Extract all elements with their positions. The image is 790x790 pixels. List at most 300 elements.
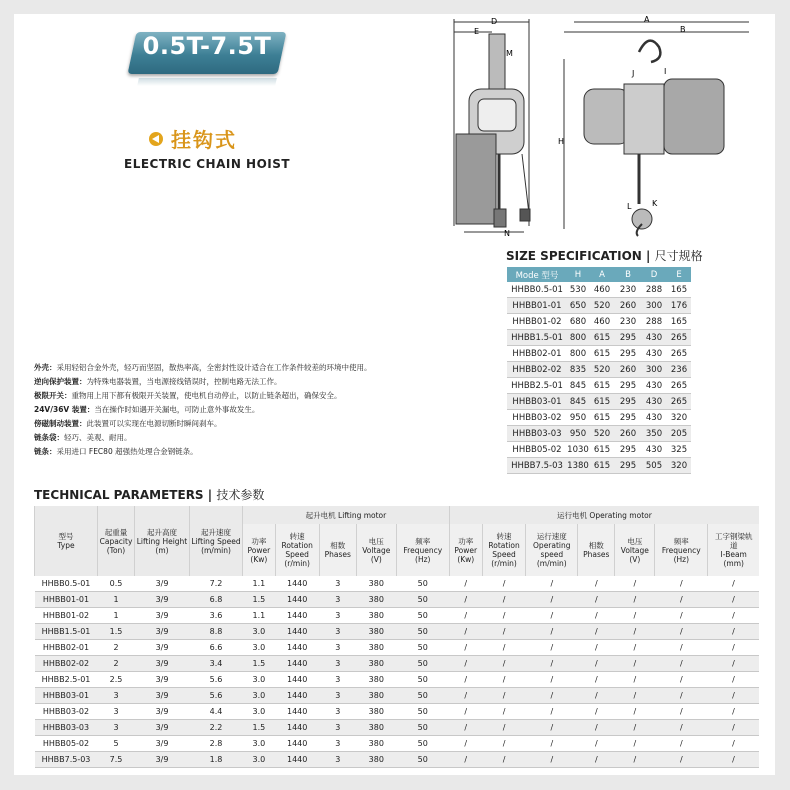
tech-value-cell: 380 <box>356 640 396 656</box>
table-row <box>35 640 760 656</box>
tech-value-cell: 3/9 <box>135 624 190 640</box>
tech-value-cell: 3.0 <box>243 752 276 768</box>
tech-value-cell: / <box>482 736 526 752</box>
tech-value-cell: / <box>615 704 655 720</box>
tech-value-cell: 3 <box>98 720 135 736</box>
size-spec-table <box>507 267 691 474</box>
tech-value-cell: / <box>655 576 708 592</box>
tech-value-cell: 1 <box>98 592 135 608</box>
size-value-cell: 800 <box>567 346 589 362</box>
table-row <box>507 458 691 474</box>
size-value-cell: 295 <box>615 442 641 458</box>
tech-value-cell: / <box>526 720 578 736</box>
table-row <box>507 346 691 362</box>
tech-value-cell: 3.4 <box>190 656 243 672</box>
feature-text: 采用轻铝合金外壳，轻巧而坚固，散热率高，全密封性设计适合在工作条件较差的环境中使用。 <box>56 363 372 372</box>
tech-value-cell: / <box>655 720 708 736</box>
tech-model-cell: HHBB0.5-01 <box>35 576 98 592</box>
tech-value-cell: 1440 <box>275 576 319 592</box>
product-type <box>149 124 237 153</box>
tech-value-cell: / <box>615 576 655 592</box>
tech-value-cell: 2 <box>98 640 135 656</box>
tech-col-operating: 相数 Phases <box>578 524 615 576</box>
tech-value-cell: 3/9 <box>135 704 190 720</box>
tech-value-cell: / <box>526 608 578 624</box>
size-value-cell: 295 <box>615 378 641 394</box>
tech-value-cell: 1440 <box>275 592 319 608</box>
tech-value-cell: 3 <box>319 736 356 752</box>
tech-value-cell: 1440 <box>275 656 319 672</box>
dim-label-b: B <box>680 25 686 34</box>
size-value-cell: 615 <box>589 330 615 346</box>
size-value-cell: 430 <box>641 394 667 410</box>
tech-col-type: 型号 Type <box>35 506 98 576</box>
size-value-cell: 615 <box>589 394 615 410</box>
tech-value-cell: 380 <box>356 592 396 608</box>
tech-value-cell: / <box>482 688 526 704</box>
table-row <box>507 426 691 442</box>
tech-value-cell: / <box>708 608 759 624</box>
size-value-cell: 1030 <box>567 442 589 458</box>
tech-value-cell: / <box>615 656 655 672</box>
tech-value-cell: / <box>526 688 578 704</box>
tech-value-cell: / <box>655 672 708 688</box>
table-row <box>35 672 760 688</box>
tech-value-cell: / <box>578 576 615 592</box>
size-value-cell: 295 <box>615 410 641 426</box>
tech-value-cell: / <box>526 624 578 640</box>
tech-value-cell: / <box>578 752 615 768</box>
size-col-a: A <box>589 267 615 282</box>
tech-col-operating: 转速 Rotation Speed (r/min) <box>482 524 526 576</box>
size-model-cell: HHBB7.5-03 <box>507 458 567 474</box>
feature-label: 24V/36V 装置： <box>34 405 95 414</box>
feature-line <box>34 403 474 417</box>
tech-value-cell: 1.5 <box>98 624 135 640</box>
feature-label: 极限开关： <box>34 391 72 400</box>
tech-value-cell: / <box>449 672 482 688</box>
size-value-cell: 350 <box>641 426 667 442</box>
size-value-cell: 295 <box>615 458 641 474</box>
tech-col-lifting: 频率 Frequency (Hz) <box>396 524 449 576</box>
size-value-cell: 320 <box>667 410 691 426</box>
tech-value-cell: 5.6 <box>190 672 243 688</box>
tech-value-cell: / <box>449 640 482 656</box>
size-model-cell: HHBB01-01 <box>507 298 567 314</box>
size-value-cell: 288 <box>641 314 667 330</box>
size-value-cell: 260 <box>615 362 641 378</box>
tech-model-cell: HHBB03-02 <box>35 704 98 720</box>
tech-col-lifting: 相数 Phases <box>319 524 356 576</box>
size-value-cell: 295 <box>615 346 641 362</box>
tech-value-cell: 1440 <box>275 704 319 720</box>
tech-col-operating: 电压 Voltage (V) <box>615 524 655 576</box>
tech-value-cell: 50 <box>396 720 449 736</box>
tech-value-cell: 2.2 <box>190 720 243 736</box>
tech-value-cell: / <box>482 640 526 656</box>
tech-value-cell: / <box>526 752 578 768</box>
tech-value-cell: 380 <box>356 576 396 592</box>
table-row <box>507 410 691 426</box>
catalog-page <box>14 14 775 775</box>
tech-value-cell: 50 <box>396 624 449 640</box>
tech-value-cell: 50 <box>396 608 449 624</box>
tech-value-cell: 3.0 <box>243 736 276 752</box>
tech-value-cell: / <box>482 720 526 736</box>
tech-value-cell: / <box>449 592 482 608</box>
size-value-cell: 430 <box>641 410 667 426</box>
tech-value-cell: / <box>655 656 708 672</box>
tech-value-cell: / <box>482 624 526 640</box>
tech-value-cell: 50 <box>396 752 449 768</box>
table-row <box>35 656 760 672</box>
dim-label-l: L <box>627 202 632 211</box>
table-row <box>35 736 760 752</box>
tech-col-lifting: 功率 Power (Kw) <box>243 524 276 576</box>
size-value-cell: 236 <box>667 362 691 378</box>
tech-value-cell: 3.0 <box>243 640 276 656</box>
tech-value-cell: / <box>615 752 655 768</box>
tech-value-cell: / <box>708 688 759 704</box>
size-value-cell: 230 <box>615 282 641 298</box>
tech-value-cell: 1440 <box>275 688 319 704</box>
size-value-cell: 300 <box>641 298 667 314</box>
tech-col-operating: 运行速度 Operating speed (m/min) <box>526 524 578 576</box>
tech-value-cell: / <box>708 592 759 608</box>
size-value-cell: 800 <box>567 330 589 346</box>
tech-value-cell: 1440 <box>275 672 319 688</box>
tech-value-cell: 380 <box>356 688 396 704</box>
size-model-cell: HHBB1.5-01 <box>507 330 567 346</box>
feature-label: 逆向保护装置： <box>34 377 87 386</box>
tech-value-cell: / <box>449 624 482 640</box>
tech-value-cell: / <box>578 720 615 736</box>
feature-line <box>34 361 474 375</box>
tech-value-cell: 6.6 <box>190 640 243 656</box>
tech-value-cell: / <box>526 704 578 720</box>
size-value-cell: 615 <box>589 378 615 394</box>
table-row <box>35 608 760 624</box>
tech-value-cell: 3 <box>319 624 356 640</box>
size-value-cell: 165 <box>667 314 691 330</box>
table-row <box>35 752 760 768</box>
tech-model-cell: HHBB01-01 <box>35 592 98 608</box>
size-value-cell: 460 <box>589 282 615 298</box>
tech-value-cell: 0.5 <box>98 576 135 592</box>
tech-col-capacity: 起重量 Capacity (Ton) <box>98 506 135 576</box>
feature-label: 链条袋： <box>34 433 64 442</box>
tech-value-cell: 3/9 <box>135 592 190 608</box>
tech-value-cell: 1440 <box>275 736 319 752</box>
table-row <box>35 720 760 736</box>
feature-line <box>34 389 474 403</box>
size-value-cell: 430 <box>641 330 667 346</box>
tech-value-cell: 50 <box>396 592 449 608</box>
size-value-cell: 265 <box>667 394 691 410</box>
table-row <box>35 688 760 704</box>
tech-value-cell: / <box>578 736 615 752</box>
table-row <box>35 576 760 592</box>
size-col-h: H <box>567 267 589 282</box>
tech-value-cell: 3/9 <box>135 688 190 704</box>
tech-value-cell: 3 <box>319 720 356 736</box>
tech-value-cell: 3 <box>319 608 356 624</box>
tech-value-cell: / <box>526 672 578 688</box>
tech-value-cell: / <box>526 736 578 752</box>
size-value-cell: 1380 <box>567 458 589 474</box>
tech-value-cell: 50 <box>396 672 449 688</box>
feature-line <box>34 445 474 459</box>
feature-description <box>34 361 474 459</box>
tech-value-cell: 1.1 <box>243 576 276 592</box>
size-value-cell: 320 <box>667 458 691 474</box>
tech-value-cell: 50 <box>396 688 449 704</box>
tech-value-cell: 3/9 <box>135 656 190 672</box>
tech-value-cell: / <box>578 592 615 608</box>
tech-value-cell: / <box>482 704 526 720</box>
feature-label: 傍磁制动装置： <box>34 419 87 428</box>
tech-value-cell: / <box>578 672 615 688</box>
table-row <box>507 298 691 314</box>
feature-text: 为特殊电器装置，当电源接线错误时，控制电路无法工作。 <box>86 377 282 386</box>
size-value-cell: 265 <box>667 330 691 346</box>
tech-value-cell: 4.4 <box>190 704 243 720</box>
feature-line <box>34 431 474 445</box>
tech-model-cell: HHBB03-01 <box>35 688 98 704</box>
tech-value-cell: 50 <box>396 640 449 656</box>
table-row <box>507 314 691 330</box>
dim-label-k: K <box>652 199 658 208</box>
size-model-cell: HHBB03-02 <box>507 410 567 426</box>
tech-value-cell: 3.0 <box>243 704 276 720</box>
tech-value-cell: 1440 <box>275 752 319 768</box>
tech-value-cell: / <box>655 608 708 624</box>
size-col-mode: Mode 型号 <box>507 267 567 282</box>
tech-value-cell: 1440 <box>275 720 319 736</box>
tech-title: TECHNICAL PARAMETERS | 技术参数 <box>34 488 265 502</box>
tech-value-cell: / <box>449 720 482 736</box>
tech-model-cell: HHBB1.5-01 <box>35 624 98 640</box>
tech-value-cell: 5.6 <box>190 688 243 704</box>
tech-value-cell: / <box>615 720 655 736</box>
size-value-cell: 165 <box>667 282 691 298</box>
feature-text: 轻巧、美观、耐用。 <box>64 433 132 442</box>
size-value-cell: 265 <box>667 346 691 362</box>
tech-value-cell: / <box>578 688 615 704</box>
tech-value-cell: / <box>708 720 759 736</box>
tech-col-lifting: 转速 Rotation Speed (r/min) <box>275 524 319 576</box>
size-value-cell: 295 <box>615 394 641 410</box>
product-type-en: ELECTRIC CHAIN HOIST <box>124 157 291 171</box>
tech-value-cell: / <box>578 624 615 640</box>
tech-value-cell: 3/9 <box>135 752 190 768</box>
feature-line <box>34 417 474 431</box>
tech-value-cell: 3/9 <box>135 608 190 624</box>
table-row <box>507 442 691 458</box>
size-model-cell: HHBB2.5-01 <box>507 378 567 394</box>
tech-value-cell: / <box>708 752 759 768</box>
size-col-b: B <box>615 267 641 282</box>
tech-value-cell: 3/9 <box>135 576 190 592</box>
hoist-dimension-drawing <box>434 14 754 239</box>
table-row <box>35 624 760 640</box>
table-row <box>507 282 691 298</box>
tech-value-cell: / <box>449 608 482 624</box>
play-icon <box>149 132 163 146</box>
feature-line <box>34 375 474 389</box>
tech-value-cell: / <box>708 704 759 720</box>
tech-value-cell: 6.8 <box>190 592 243 608</box>
tech-value-cell: / <box>708 656 759 672</box>
tech-model-cell: HHBB02-01 <box>35 640 98 656</box>
capacity-badge-label: 0.5T-7.5T <box>142 32 272 60</box>
table-row <box>35 704 760 720</box>
size-value-cell: 430 <box>641 442 667 458</box>
size-value-cell: 615 <box>589 442 615 458</box>
tech-value-cell: 380 <box>356 720 396 736</box>
tech-value-cell: 380 <box>356 608 396 624</box>
tech-value-cell: 3 <box>319 672 356 688</box>
tech-value-cell: / <box>526 656 578 672</box>
tech-value-cell: 2.5 <box>98 672 135 688</box>
size-value-cell: 520 <box>589 362 615 378</box>
size-model-cell: HHBB0.5-01 <box>507 282 567 298</box>
tech-value-cell: / <box>708 624 759 640</box>
tech-value-cell: 2.8 <box>190 736 243 752</box>
size-value-cell: 845 <box>567 378 589 394</box>
tech-value-cell: / <box>578 704 615 720</box>
tech-model-cell: HHBB2.5-01 <box>35 672 98 688</box>
tech-value-cell: 1.8 <box>190 752 243 768</box>
tech-value-cell: / <box>615 736 655 752</box>
tech-col-operating: 工字钢梁轨 道 I-Beam (mm) <box>708 524 759 576</box>
size-value-cell: 615 <box>589 410 615 426</box>
tech-value-cell: 1.1 <box>243 608 276 624</box>
size-value-cell: 505 <box>641 458 667 474</box>
table-row <box>507 378 691 394</box>
tech-value-cell: / <box>482 608 526 624</box>
size-value-cell: 295 <box>615 330 641 346</box>
size-value-cell: 950 <box>567 410 589 426</box>
tech-value-cell: / <box>655 624 708 640</box>
dim-label-i: I <box>664 67 667 76</box>
tech-value-cell: 50 <box>396 736 449 752</box>
size-value-cell: 520 <box>589 298 615 314</box>
tech-model-cell: HHBB03-03 <box>35 720 98 736</box>
tech-value-cell: 3 <box>98 688 135 704</box>
table-row <box>507 362 691 378</box>
tech-value-cell: / <box>482 656 526 672</box>
tech-value-cell: / <box>655 640 708 656</box>
tech-value-cell: 1.5 <box>243 656 276 672</box>
tech-value-cell: 3 <box>319 704 356 720</box>
tech-value-cell: / <box>449 752 482 768</box>
tech-value-cell: / <box>655 688 708 704</box>
size-value-cell: 615 <box>589 346 615 362</box>
tech-value-cell: / <box>708 576 759 592</box>
size-value-cell: 835 <box>567 362 589 378</box>
tech-value-cell: / <box>655 736 708 752</box>
size-model-cell: HHBB01-02 <box>507 314 567 330</box>
tech-value-cell: 3 <box>319 640 356 656</box>
tech-value-cell: 1440 <box>275 608 319 624</box>
tech-value-cell: 8.8 <box>190 624 243 640</box>
table-row <box>35 592 760 608</box>
tech-group-lifting: 起升电机 Lifting motor <box>243 506 450 524</box>
tech-value-cell: 380 <box>356 704 396 720</box>
size-value-cell: 430 <box>641 346 667 362</box>
tech-col-operating: 频率 Frequency (Hz) <box>655 524 708 576</box>
tech-value-cell: / <box>615 608 655 624</box>
size-value-cell: 260 <box>615 298 641 314</box>
tech-value-cell: 3 <box>98 704 135 720</box>
tech-value-cell: / <box>482 672 526 688</box>
size-model-cell: HHBB03-01 <box>507 394 567 410</box>
tech-value-cell: / <box>449 688 482 704</box>
size-value-cell: 530 <box>567 282 589 298</box>
tech-value-cell: / <box>655 592 708 608</box>
tech-col-operating: 功率 Power (Kw) <box>449 524 482 576</box>
tech-model-cell: HHBB01-02 <box>35 608 98 624</box>
size-value-cell: 325 <box>667 442 691 458</box>
dim-label-d: D <box>491 17 498 26</box>
tech-value-cell: 380 <box>356 672 396 688</box>
size-spec-title-en: SIZE SPECIFICATION <box>506 249 642 263</box>
tech-value-cell: 3.0 <box>243 688 276 704</box>
tech-col-height: 起升高度 Lifting Height (m) <box>135 506 190 576</box>
tech-col-lifting: 电压 Voltage (V) <box>356 524 396 576</box>
size-value-cell: 260 <box>615 426 641 442</box>
tech-value-cell: 1.5 <box>243 720 276 736</box>
tech-title-en: TECHNICAL PARAMETERS <box>34 488 204 502</box>
tech-value-cell: 3 <box>319 656 356 672</box>
tech-value-cell: / <box>655 752 708 768</box>
size-value-cell: 520 <box>589 426 615 442</box>
size-value-cell: 615 <box>589 458 615 474</box>
tech-value-cell: / <box>526 640 578 656</box>
tech-params-table <box>34 506 759 768</box>
tech-value-cell: 3/9 <box>135 736 190 752</box>
tech-value-cell: / <box>482 752 526 768</box>
tech-value-cell: 3/9 <box>135 640 190 656</box>
size-value-cell: 845 <box>567 394 589 410</box>
tech-value-cell: 3 <box>319 592 356 608</box>
size-value-cell: 205 <box>667 426 691 442</box>
size-value-cell: 265 <box>667 378 691 394</box>
tech-value-cell: / <box>449 656 482 672</box>
tech-model-cell: HHBB02-02 <box>35 656 98 672</box>
size-model-cell: HHBB02-02 <box>507 362 567 378</box>
tech-value-cell: / <box>449 736 482 752</box>
size-value-cell: 460 <box>589 314 615 330</box>
tech-value-cell: / <box>708 736 759 752</box>
feature-label: 链条： <box>34 447 57 456</box>
size-value-cell: 230 <box>615 314 641 330</box>
size-spec-title-cn: 尺寸规格 <box>654 249 703 263</box>
feature-text: 当在操作时如遇开关漏电，可防止意外事故发生。 <box>94 405 260 414</box>
tech-value-cell: / <box>655 704 708 720</box>
tech-group-operating: 运行电机 Operating motor <box>449 506 759 524</box>
size-value-cell: 300 <box>641 362 667 378</box>
tech-value-cell: 3 <box>319 688 356 704</box>
tech-value-cell: 1 <box>98 608 135 624</box>
size-model-cell: HHBB03-03 <box>507 426 567 442</box>
size-value-cell: 176 <box>667 298 691 314</box>
table-row <box>507 330 691 346</box>
tech-value-cell: / <box>482 576 526 592</box>
feature-text: 此装置可以实现在电源切断时瞬间刹车。 <box>86 419 222 428</box>
dim-label-a: A <box>644 15 650 24</box>
